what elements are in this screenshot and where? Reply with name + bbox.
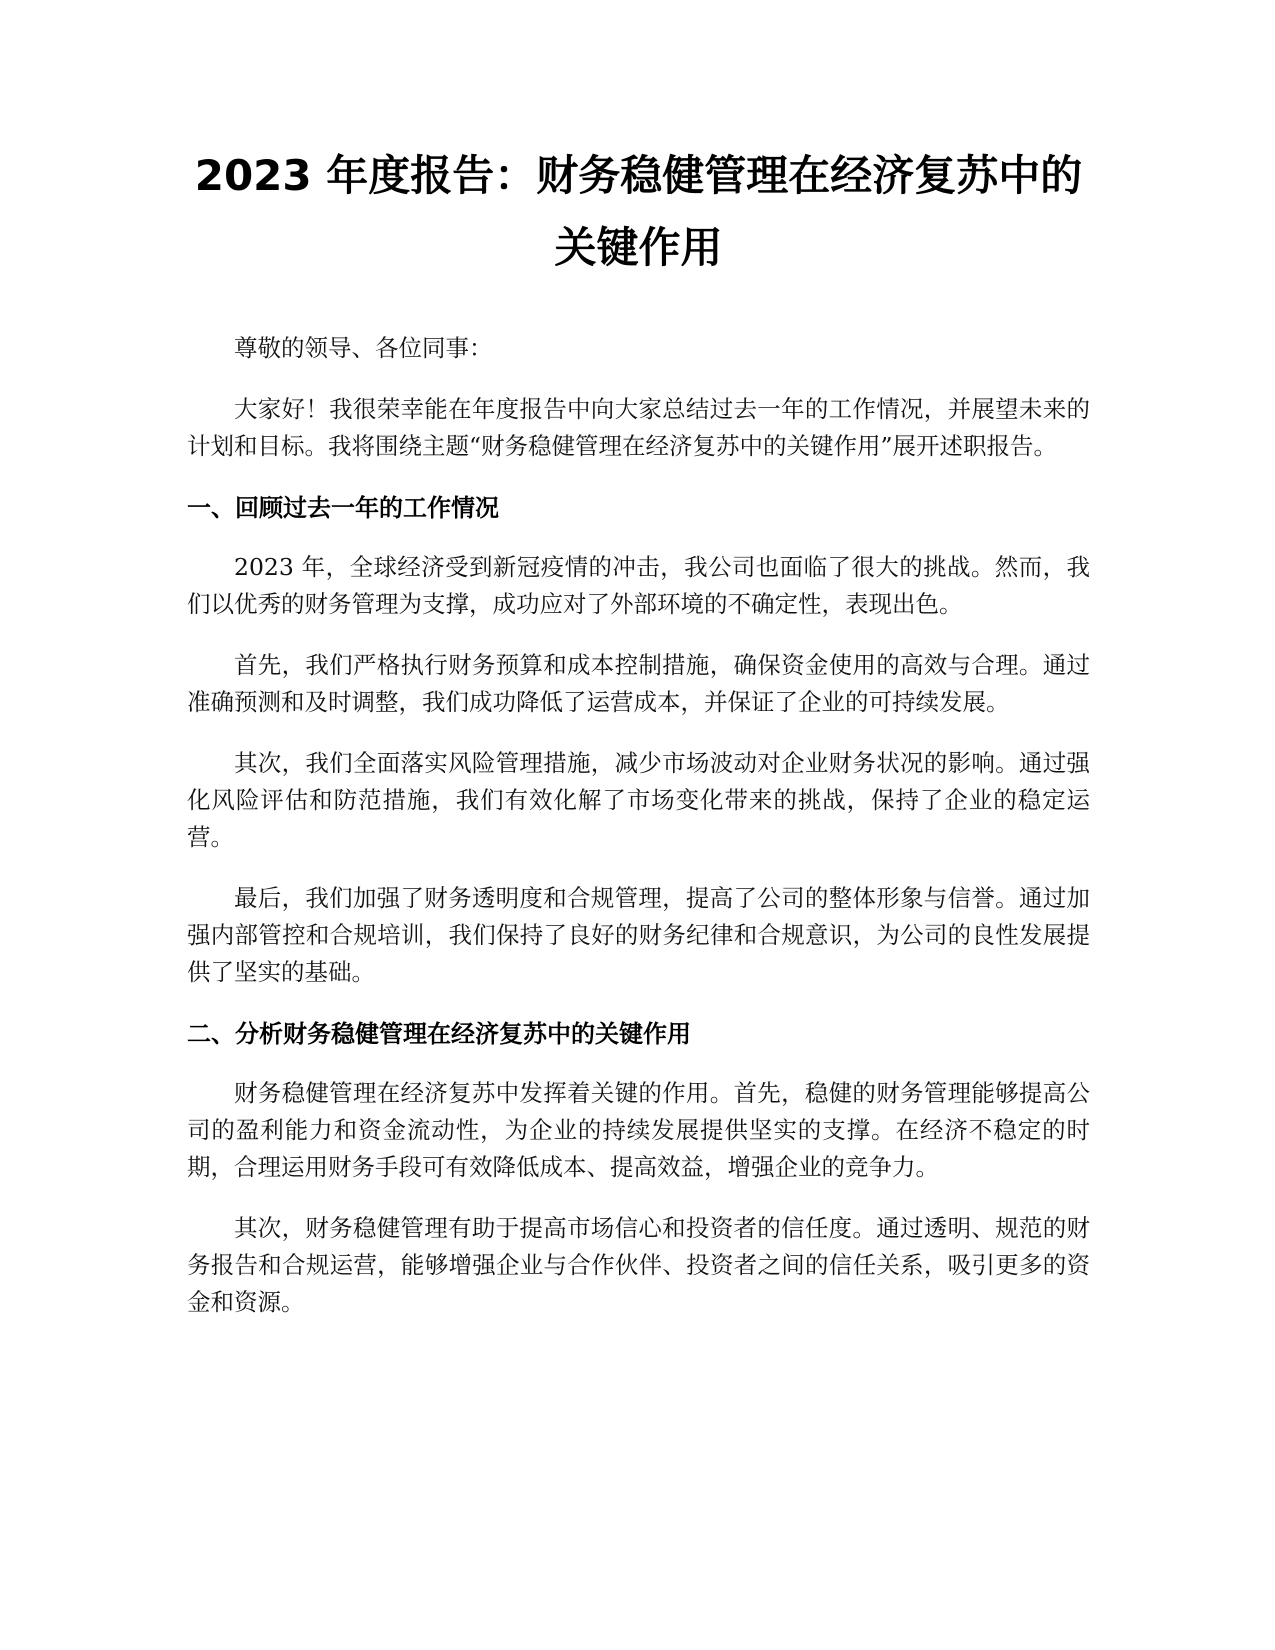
- analysis-paragraph-1: 财务稳健管理在经济复苏中发挥着关键的作用。首先，稳健的财务管理能够提高公司的盈利能力和资金流动性，为企业的持续发展提供坚实的支撑。在经济不稳定的时期，合理运用财务手段可有效降低成本、提高效益，增强企业的竞争力。: [187, 1079, 1090, 1181]
- salutation: 尊敬的领导、各位同事：: [234, 334, 493, 362]
- review-paragraph-1: 2023 年，全球经济受到新冠疫情的冲击，我公司也面临了很大的挑战。然而，我们以优秀的财务管理为支撑，成功应对了外部环境的不确定性，表现出色。: [187, 553, 1090, 618]
- section-heading-review: 一、回顾过去一年的工作情况: [187, 494, 499, 522]
- document-body: [187, 140, 1090, 1345]
- section-heading-analysis: 二、分析财务稳健管理在经济复苏中的关键作用: [187, 1020, 691, 1048]
- review-paragraph-2: 首先，我们严格执行财务预算和成本控制措施，确保资金使用的高效与合理。通过准确预测和及时调整，我们成功降低了运营成本，并保证了企业的可持续发展。: [187, 651, 1090, 716]
- intro-paragraph: 大家好！我很荣幸能在年度报告中向大家总结过去一年的工作情况，并展望未来的计划和目标。我将围绕主题“财务稳健管理在经济复苏中的关键作用”展开述职报告。: [187, 395, 1090, 460]
- document-title: 2023 年度报告：财务稳健管理在经济复苏中的关键作用: [194, 151, 1083, 272]
- review-paragraph-4: 最后，我们加强了财务透明度和合规管理，提高了公司的整体形象与信誉。通过加强内部管控和合规培训，我们保持了良好的财务纪律和合规意识，为公司的良性发展提供了坚实的基础。: [187, 884, 1090, 986]
- review-paragraph-3: 其次，我们全面落实风险管理措施，减少市场波动对企业财务状况的影响。通过强化风险评估和防范措施，我们有效化解了市场变化带来的挑战，保持了企业的稳定运营。: [187, 749, 1090, 851]
- analysis-paragraph-2: 其次，财务稳健管理有助于提高市场信心和投资者的信任度。通过透明、规范的财务报告和合规运营，能够增强企业与合作伙伴、投资者之间的信任关系，吸引更多的资金和资源。: [187, 1214, 1090, 1316]
